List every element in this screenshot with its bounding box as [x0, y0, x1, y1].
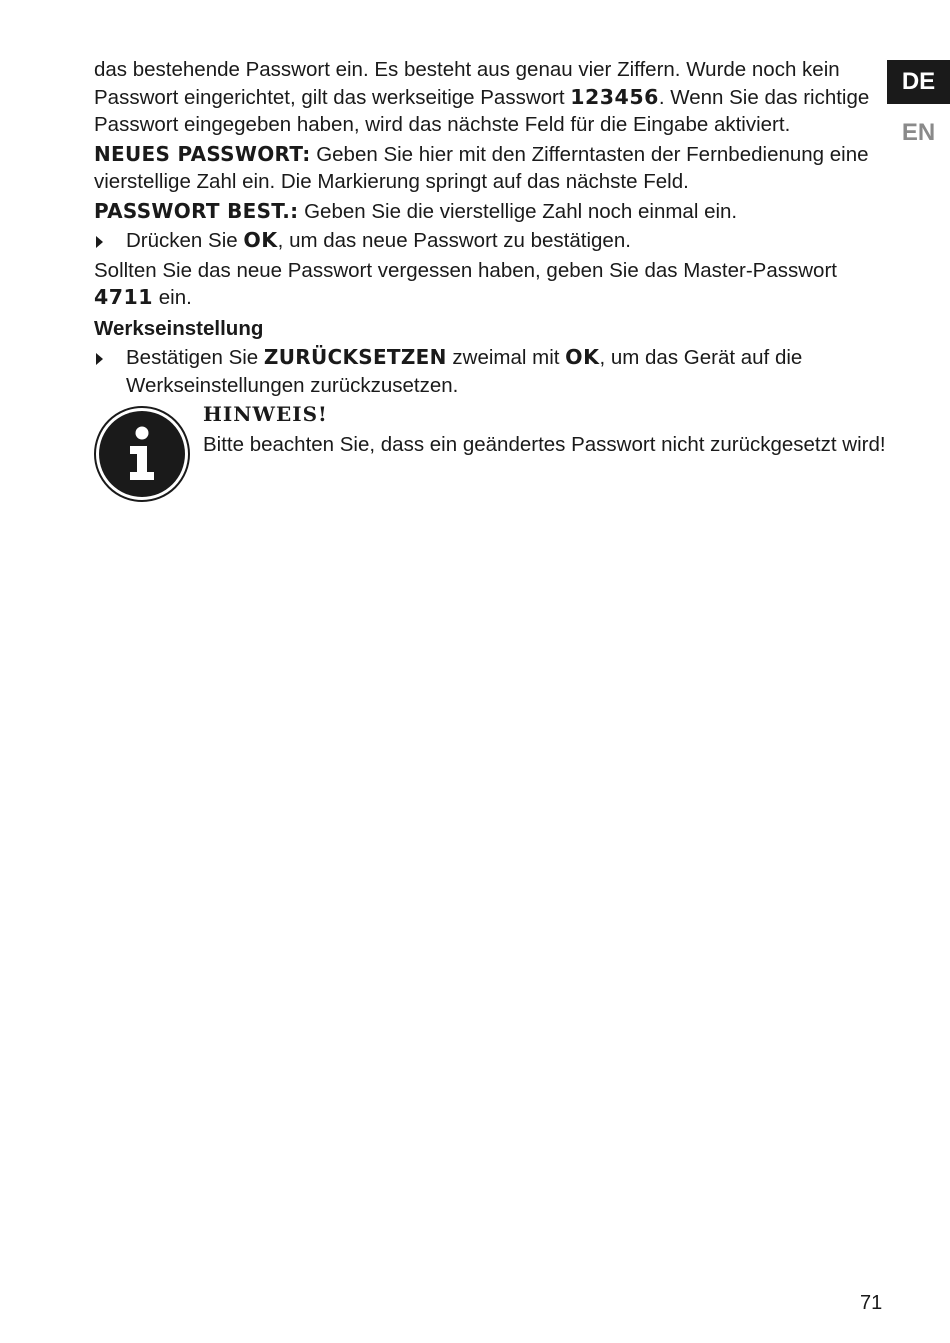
paragraph-master-password	[94, 257, 886, 312]
language-tab-en: EN	[901, 119, 936, 146]
paragraph-text: Sollten Sie das neue Passwort vergessen haben, geben Sie das Master-Passwort	[94, 258, 837, 282]
reset-label: ZURÜCKSETZEN	[263, 345, 447, 369]
bullet-press-ok	[94, 227, 886, 255]
note-box	[94, 401, 886, 501]
info-icon	[94, 406, 190, 502]
bullet-reset	[94, 344, 886, 399]
paragraph-text: das bestehende Passwort ein. Es besteht aus genau vier Ziffern. Wurde noch kein Passwort eingerichtet, gilt das werkseitige Passwort	[94, 58, 840, 109]
bullet-text: Drücken Sie	[126, 229, 244, 252]
paragraph-text: . Wenn Sie das richtige Passwort eingegeben haben, wird das nächste Feld für die Eingabe aktiviert.	[94, 85, 870, 136]
language-tabs	[887, 60, 950, 155]
paragraph-text: Geben Sie hier mit den Zifferntasten der Fernbedienung eine vierstellige Zahl ein. Die Markierung springt auf das nächste Feld.	[94, 142, 869, 193]
page-number: 71	[860, 1292, 883, 1314]
bullet-arrow-icon	[96, 236, 103, 248]
bullet-text: Bestätigen Sie	[126, 346, 264, 369]
ok-key-label: OK	[565, 345, 600, 369]
note-title: HINWEIS!	[203, 402, 328, 426]
paragraph-new-password	[94, 141, 886, 196]
default-password-code: 123456	[570, 84, 659, 109]
language-tab-de: DE	[887, 60, 950, 104]
note-text-block	[203, 401, 886, 458]
bullet-text: zweimal mit	[446, 346, 566, 369]
paragraph-text: Geben Sie die vierstellige Zahl noch einmal ein.	[298, 199, 738, 223]
master-password-code: 4711	[94, 285, 154, 309]
bullet-arrow-icon	[96, 353, 103, 365]
paragraph-default-password	[94, 56, 886, 139]
confirm-password-label: PASSWORT BEST.:	[94, 198, 299, 223]
note-body: Bitte beachten Sie, dass ein geändertes Passwort nicht zurückgesetzt wird!	[203, 432, 886, 456]
subheading-factory-settings: Werkseinstellung	[94, 316, 264, 340]
bullet-text: , um das Gerät auf die Werkseinstellungen zurückzusetzen.	[126, 346, 803, 397]
ok-key-label: OK	[243, 228, 278, 252]
page-content	[94, 56, 886, 501]
new-password-label: NEUES PASSWORT:	[94, 141, 311, 166]
paragraph-text: ein.	[153, 286, 192, 309]
bullet-text: , um das neue Passwort zu bestätigen.	[277, 229, 631, 252]
paragraph-confirm-password	[94, 198, 886, 226]
